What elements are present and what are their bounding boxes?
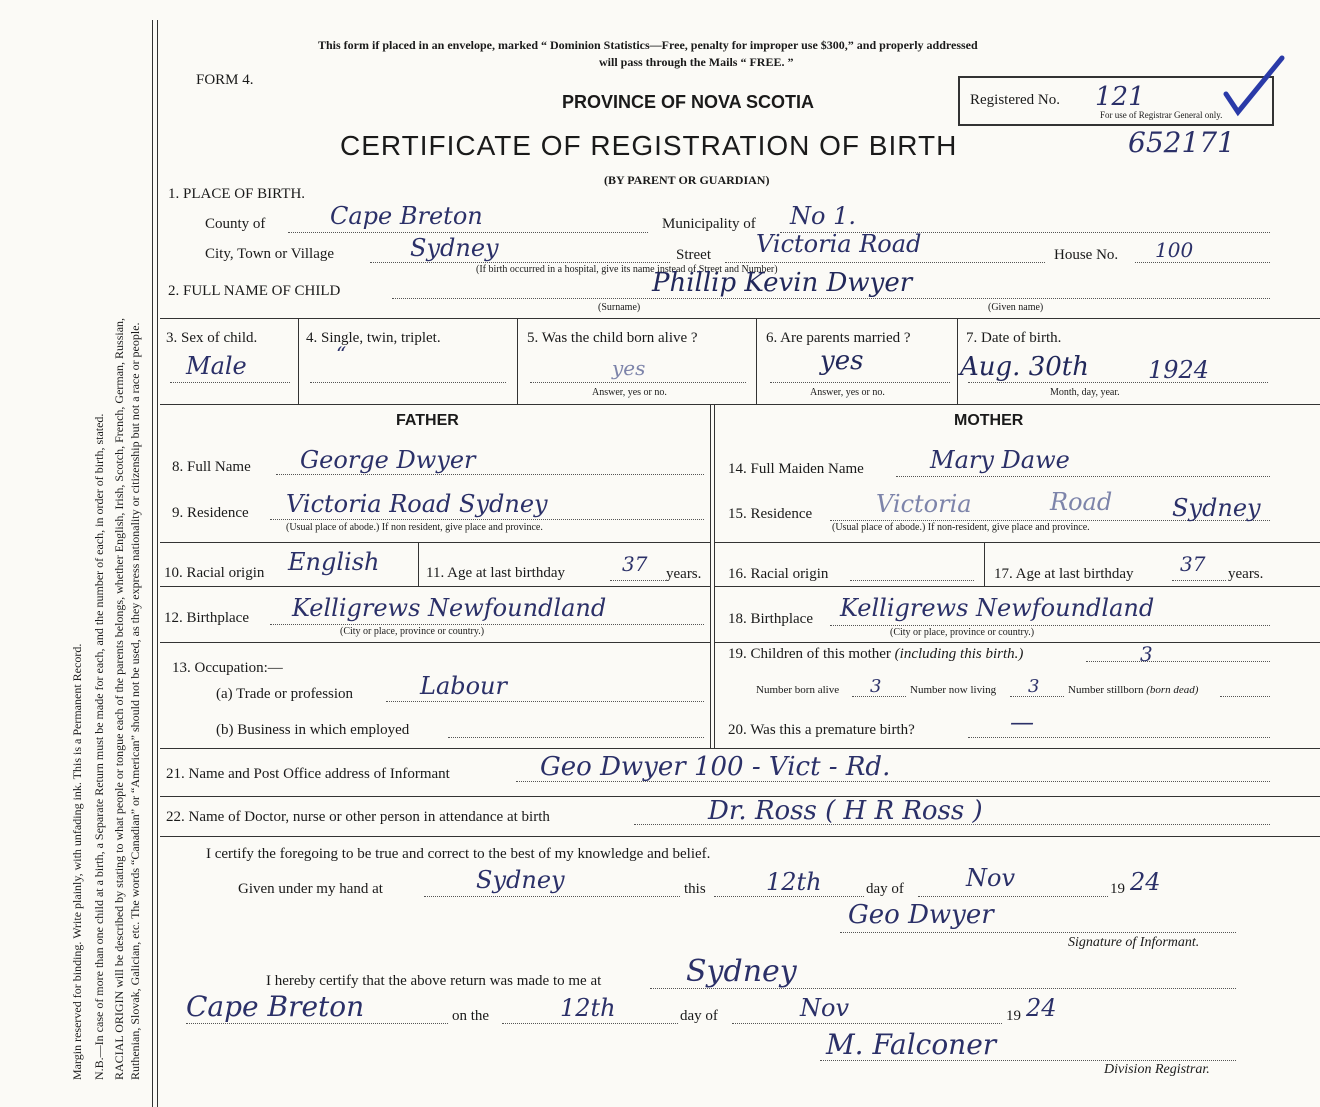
born-alive-value: yes xyxy=(612,356,646,380)
municipality-value: No 1. xyxy=(790,202,856,230)
trade-value: Labour xyxy=(420,672,507,700)
house-number-label: House No. xyxy=(1054,247,1119,263)
mother-name-label: 14. Full Maiden Name xyxy=(728,461,864,477)
margin-note-4: Ruthenian, Slovak, Galician, etc. The words “Canadian” or “American” should not be used, as they express nationality or citizenship but not a race or people. xyxy=(128,322,142,1080)
page-title: CERTIFICATE OF REGISTRATION OF BIRTH xyxy=(340,130,958,161)
premature-value: — xyxy=(1010,708,1034,736)
county-label: County of xyxy=(205,216,266,232)
occupation-label: 13. Occupation:— xyxy=(172,660,283,676)
mother-residence-3: Sydney xyxy=(1172,494,1261,522)
child-name-label: 2. FULL NAME OF CHILD xyxy=(168,283,341,299)
house-number-value: 100 xyxy=(1155,238,1194,262)
trade-label: (a) Trade or profession xyxy=(216,686,354,702)
registrar-general-note: For use of Registrar General only. xyxy=(1100,110,1223,120)
born-alive-label: 5. Was the child born alive ? xyxy=(527,330,698,346)
date-of-birth-month-day: Aug. 30th xyxy=(960,352,1089,382)
father-birthplace-value: Kelligrews Newfoundland xyxy=(292,594,607,622)
plurality-value: “ xyxy=(336,342,347,366)
registrar-signature: M. Falconer xyxy=(826,1028,997,1061)
checkmark-icon xyxy=(1220,52,1290,122)
father-age-label: 11. Age at last birthday xyxy=(426,565,565,581)
mother-age-years: years. xyxy=(1228,566,1264,582)
number-living-label: Number now living xyxy=(910,684,997,696)
father-residence-label: 9. Residence xyxy=(172,505,249,521)
city-label: City, Town or Village xyxy=(205,246,335,262)
doctor-value: Dr. Ross ( H R Ross ) xyxy=(708,796,983,826)
registrar-day-of-label: day of xyxy=(680,1008,718,1024)
registered-number-value: 121 xyxy=(1095,82,1145,112)
mother-birthplace-value: Kelligrews Newfoundland xyxy=(840,594,1155,622)
margin-note-1: Margin reserved for binding. Write plainly, with unfading ink. This is a Permanent Record. xyxy=(70,643,84,1080)
margin-note-2: N.B.—In case of more than one child at a birth, a Separate Return must be made for each, and the number of each, in order of birth, stated. xyxy=(92,413,106,1080)
informant-signature: Geo Dwyer xyxy=(848,900,994,930)
mother-city-note: (City or place, province or country.) xyxy=(890,627,1035,638)
business-label: (b) Business in which employed xyxy=(216,722,410,738)
premature-label: 20. Was this a premature birth? xyxy=(728,722,915,738)
hospital-note: (If birth occurred in a hospital, give its name instead of Street and Number) xyxy=(476,264,778,275)
sex-label: 3. Sex of child. xyxy=(166,330,258,346)
registered-number-label: Registered No. xyxy=(970,92,1060,108)
given-day-of-label: day of xyxy=(866,881,904,897)
parents-married-value: yes xyxy=(820,346,864,376)
registrar-day-value: 12th xyxy=(560,994,616,1022)
number-born-alive-value: 3 xyxy=(870,676,882,697)
father-city-note: (City or place, province or country.) xyxy=(340,626,485,637)
date-of-birth-year: 1924 xyxy=(1148,356,1210,384)
given-year-prefix: 19 xyxy=(1110,881,1125,897)
mother-age-value: 37 xyxy=(1180,552,1206,576)
province-heading: PROVINCE OF NOVA SCOTIA xyxy=(562,92,815,112)
parents-married-answer-note: Answer, yes or no. xyxy=(810,387,885,398)
registrar-signature-label: Division Registrar. xyxy=(1104,1062,1210,1077)
father-residence-value: Victoria Road Sydney xyxy=(286,490,548,518)
father-racial-origin-label: 10. Racial origin xyxy=(164,565,265,581)
street-label: Street xyxy=(676,247,711,263)
given-place-value: Sydney xyxy=(476,866,565,894)
registrar-year-prefix: 19 xyxy=(1006,1008,1021,1024)
child-name-value: Phillip Kevin Dwyer xyxy=(652,268,913,298)
mother-residence-label: 15. Residence xyxy=(728,506,813,522)
born-alive-answer-note: Answer, yes or no. xyxy=(592,387,667,398)
given-name-note: (Given name) xyxy=(988,302,1044,313)
registrar-year-value: 24 xyxy=(1026,994,1057,1022)
form-number: FORM 4. xyxy=(196,72,254,88)
father-abode-note: (Usual place of abode.) If non resident, give place and province. xyxy=(286,522,543,533)
father-birthplace-label: 12. Birthplace xyxy=(164,610,249,626)
children-label xyxy=(728,646,1023,663)
registrar-place-value: Sydney xyxy=(686,954,797,989)
informant-signature-label: Signature of Informant. xyxy=(1068,935,1200,950)
registrar-on-the: on the xyxy=(452,1008,490,1024)
mother-name-value: Mary Dawe xyxy=(930,446,1070,474)
number-born-alive-label: Number born alive xyxy=(756,684,840,696)
given-under-label: Given under my hand at xyxy=(238,881,383,897)
registrar-month-value: Nov xyxy=(800,994,850,1022)
given-year-value: 24 xyxy=(1130,868,1161,896)
children-label-text: 19. Children of this mother xyxy=(728,646,891,662)
children-label-italic: (including this birth.) xyxy=(894,646,1024,662)
street-value: Victoria Road xyxy=(756,230,922,258)
mother-residence-1: Victoria xyxy=(876,490,972,518)
page-subtitle: (BY PARENT OR GUARDIAN) xyxy=(604,173,770,187)
municipality-label: Municipality of xyxy=(662,216,756,232)
mother-racial-origin-label: 16. Racial origin xyxy=(728,566,829,582)
margin-note-3: RACIAL ORIGIN will be described by stating to what people or tongue each of the parents belongs, whether English, Irish, Scotch, French, German, Russian, xyxy=(112,317,126,1080)
father-racial-origin-value: English xyxy=(288,548,380,576)
doctor-label: 22. Name of Doctor, nurse or other person in attendance at birth xyxy=(166,809,550,825)
binding-margin xyxy=(0,0,160,1107)
father-heading: FATHER xyxy=(396,412,459,429)
parents-married-label: 6. Are parents married ? xyxy=(766,330,911,346)
father-age-value: 37 xyxy=(622,552,648,576)
number-stillborn-italic: (born dead) xyxy=(1146,684,1199,696)
mother-heading: MOTHER xyxy=(954,412,1024,429)
registrar-county-value: Cape Breton xyxy=(186,990,365,1023)
city-value: Sydney xyxy=(410,234,499,262)
certificate-number: 652171 xyxy=(1128,126,1235,159)
mother-residence-2: Road xyxy=(1050,488,1113,516)
given-day-value: 12th xyxy=(766,868,822,896)
certification-statement: I certify the foregoing to be true and correct to the best of my knowledge and belief. xyxy=(206,846,711,862)
mother-age-label: 17. Age at last birthday xyxy=(994,566,1134,582)
surname-note: (Surname) xyxy=(598,302,641,313)
given-month-value: Nov xyxy=(966,864,1016,892)
date-of-birth-note: Month, day, year. xyxy=(1050,387,1120,398)
postal-notice-2: will pass through the Mails “ FREE. ” xyxy=(599,55,794,69)
number-stillborn-label xyxy=(1068,684,1198,696)
informant-value: Geo Dwyer 100 - Vict - Rd. xyxy=(540,752,891,782)
date-of-birth-label: 7. Date of birth. xyxy=(966,330,1062,346)
postal-notice-1: This form if placed in an envelope, marked “ Dominion Statistics—Free, penalty for improper use $300,” and properly addressed xyxy=(318,38,978,52)
place-of-birth-heading: 1. PLACE OF BIRTH. xyxy=(168,186,306,202)
plurality-label: 4. Single, twin, triplet. xyxy=(306,330,441,346)
mother-birthplace-label: 18. Birthplace xyxy=(728,611,813,627)
county-value: Cape Breton xyxy=(330,202,483,230)
father-age-years: years. xyxy=(666,566,702,582)
number-living-value: 3 xyxy=(1028,676,1040,697)
number-stillborn-text: Number stillborn xyxy=(1068,684,1144,696)
father-name-label: 8. Full Name xyxy=(172,459,251,475)
father-name-value: George Dwyer xyxy=(300,446,476,474)
sex-value: Male xyxy=(186,352,247,380)
informant-label: 21. Name and Post Office address of Informant xyxy=(166,766,450,782)
this-label: this xyxy=(684,881,706,897)
mother-abode-note: (Usual place of abode.) If non-resident, give place and province. xyxy=(832,522,1090,533)
children-value: 3 xyxy=(1140,642,1153,666)
registrar-statement: I hereby certify that the above return was made to me at xyxy=(266,973,602,989)
